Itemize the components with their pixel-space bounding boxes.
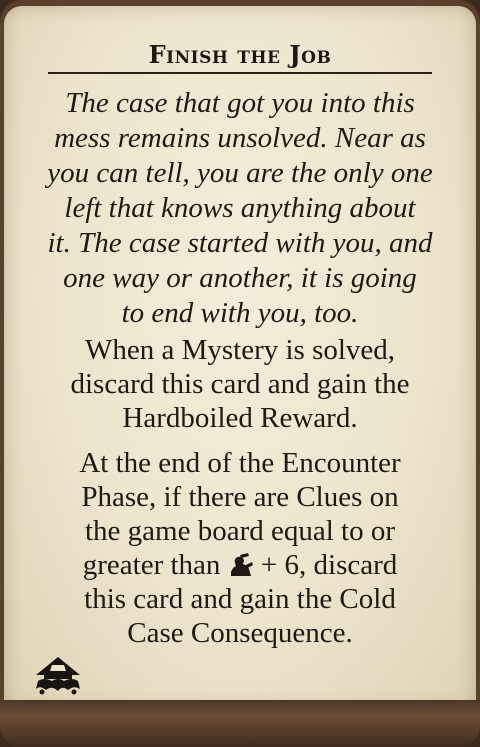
rule-fragment: greater than <box>82 549 221 581</box>
rule-line-with-icon <box>30 548 450 582</box>
investigator-count-icon <box>228 552 254 578</box>
expansion-symbol-icon <box>30 655 86 695</box>
rule-line: the game board equal to or <box>84 515 396 547</box>
flavor-line: left that knows anything about <box>64 192 416 224</box>
rule-line: Hardboiled Reward. <box>122 402 358 434</box>
flavor-line: mess remains unsolved. Near as <box>54 122 426 154</box>
flavor-line: it. The case started with you, and <box>47 227 433 259</box>
card-title: Finish the Job <box>148 40 332 69</box>
rule-text-solved <box>30 333 450 435</box>
rule-line: this card and gain the Cold <box>84 583 396 615</box>
flavor-line: one way or another, it is going <box>63 262 417 294</box>
flavor-line: you can tell, you are the only one <box>47 157 433 189</box>
card-bottom-border <box>0 700 480 747</box>
rule-line: Case Consequence. <box>127 617 353 649</box>
rule-text-consequence <box>30 446 450 650</box>
flavor-line: The case that got you into this <box>65 87 415 119</box>
rule-line: When a Mystery is solved, <box>84 334 396 366</box>
rule-line: At the end of the Encounter <box>79 447 401 479</box>
rule-line: discard this card and gain the <box>70 368 410 400</box>
rule-line: Phase, if there are Clues on <box>81 481 399 513</box>
rule-fragment: + 6, discard <box>260 549 398 581</box>
title-divider <box>48 72 432 74</box>
flavor-line: to end with you, too. <box>121 297 359 329</box>
flavor-text <box>30 86 450 331</box>
